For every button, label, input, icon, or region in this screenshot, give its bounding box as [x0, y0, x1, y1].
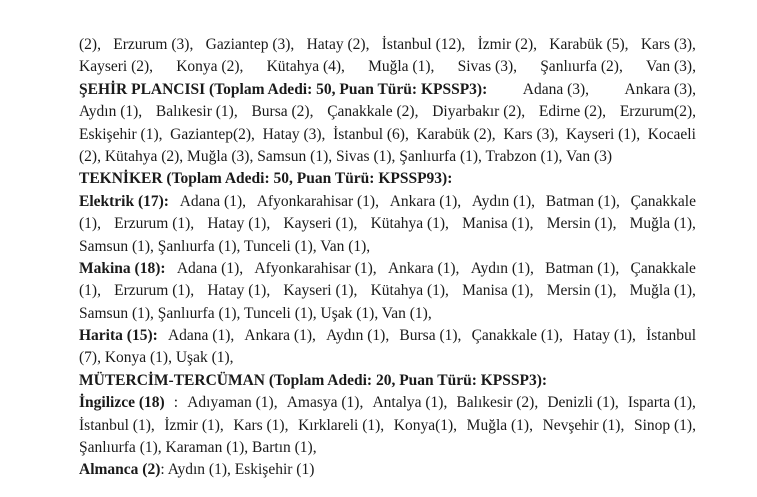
text-word: Sinop (1), — [633, 416, 696, 434]
section-heading: MÜTERCİM-TERCÜMAN (Toplam Adedi: 20, Puan Türü: KPSSP3): — [79, 371, 548, 389]
text-word: Kayseri (1), — [283, 215, 358, 233]
text-run: Samsun (1), Şanlıurfa (1), Tunceli (1), Van (1), — [79, 237, 371, 255]
text-word: Hatay (1), — [573, 327, 636, 345]
text-word: İstanbul (6), — [333, 125, 409, 143]
text-word: Batman (1), — [545, 259, 620, 277]
section-heading: ŞEHİR PLANCISI (Toplam Adedi: 50, Puan Türü: KPSSP3): — [79, 80, 488, 98]
text-run: : Aydın (1), Eskişehir (1) — [160, 461, 315, 479]
text-word: Muğla (1), — [629, 215, 696, 233]
text-word: Antalya (1), — [372, 394, 448, 412]
text-word: İzmir (2), — [477, 36, 537, 53]
text-line — [79, 146, 696, 168]
text-word: Aydın (1), — [470, 259, 534, 277]
text-word: Aydın (1), — [79, 103, 143, 121]
text-line — [79, 191, 696, 213]
text-word: Kars (3), — [640, 36, 696, 53]
text-run: Samsun (1), Şanlıurfa (1), Tunceli (1), Uşak (1), Van (1), — [79, 304, 432, 322]
text-word: Adana (1), — [167, 327, 235, 345]
section-heading: Harita (15): — [79, 327, 158, 345]
text-line — [79, 258, 696, 280]
text-word: Denizli (1), — [547, 394, 619, 412]
text-word: Erzurum (3), — [113, 36, 194, 53]
text-word: Eskişehir (1), — [79, 125, 163, 143]
text-word: Balıkesir (2), — [456, 394, 539, 412]
text-word: Afyonkarahisar (1), — [256, 192, 379, 210]
text-word: Bursa (2), — [251, 103, 314, 121]
text-word: Erzurum(2), — [619, 103, 696, 121]
text-word: Manisa (1), — [462, 215, 534, 233]
text-word: Aydın (1), — [326, 327, 390, 345]
text-word: İstanbul (1), — [79, 416, 155, 434]
text-run: Şanlıurfa (1), Karaman (1), Bartın (1), — [79, 439, 317, 457]
text-line — [79, 236, 696, 258]
text-word: Muğla (1), — [368, 58, 435, 76]
section-heading: Elektrik (17): — [79, 192, 169, 210]
text-line — [79, 56, 696, 78]
text-word: Adana (1), — [176, 259, 244, 277]
text-word: Kayseri (1), — [566, 125, 641, 143]
text-word: Adıyaman (1), — [187, 394, 278, 412]
text-line — [79, 303, 696, 325]
text-line — [79, 370, 696, 392]
text-word: Hatay (1), — [207, 215, 271, 233]
text-word: (1), — [79, 215, 101, 233]
text-word: Kütahya (1), — [370, 282, 449, 300]
text-word: Kütahya (1), — [370, 215, 449, 233]
section-heading: Makina (18): — [79, 259, 166, 277]
text-word: Kayseri (1), — [283, 282, 358, 300]
text-word: Ankara (1), — [244, 327, 316, 345]
text-line — [79, 280, 696, 302]
text-word: Ankara (1), — [389, 192, 462, 210]
text-word: Kütahya (4), — [266, 58, 345, 76]
text-word: Kars (1), — [233, 416, 289, 434]
text-line — [79, 437, 696, 459]
text-word: Kayseri (2), — [79, 58, 154, 76]
text-line — [79, 168, 696, 190]
text-word: Mersin (1), — [546, 215, 617, 233]
text-word: Nevşehir (1), — [542, 416, 625, 434]
text-word: Adana (3), — [522, 80, 590, 98]
text-word: Çanakkale (2), — [327, 103, 419, 121]
text-word: Konya (2), — [176, 58, 244, 76]
text-word: Edirne (2), — [538, 103, 607, 121]
text-word: Karabük (5), — [549, 36, 629, 53]
text-word: Bursa (1), — [399, 327, 462, 345]
text-word: Hatay (1), — [207, 282, 271, 300]
text-word: Aydın (1), — [471, 192, 536, 210]
text-word: Erzurum (1), — [114, 215, 195, 233]
text-word: Gaziantep (3), — [205, 36, 295, 53]
text-word: Afyonkarahisar (1), — [254, 259, 377, 277]
text-word: : — [173, 394, 179, 412]
text-word: Çanakkale (1), — [471, 327, 563, 345]
text-word: Manisa (1), — [462, 282, 534, 300]
text-word: Ankara (3), — [624, 80, 696, 98]
text-word: Karabük (2), — [416, 125, 496, 143]
text-word: Diyarbakır (2), — [432, 103, 526, 121]
text-word: Çanakkale — [630, 192, 696, 210]
text-word: Şanlıurfa (2), — [540, 58, 623, 76]
text-word: Konya(1), — [393, 416, 458, 434]
text-word: Hatay (2), — [306, 36, 370, 53]
text-line — [79, 415, 696, 437]
text-line — [79, 392, 696, 414]
text-line — [79, 101, 696, 123]
text-word: Van (3), — [646, 58, 696, 76]
text-word: İstanbul (12), — [381, 36, 466, 53]
text-word: (2), — [79, 36, 101, 53]
document-page — [79, 34, 696, 482]
text-word: Kars (3), — [503, 125, 559, 143]
text-word: Hatay (3), — [262, 125, 326, 143]
text-word: Mersin (1), — [546, 282, 617, 300]
section-heading: İngilizce (18) — [79, 394, 165, 412]
text-word: Balıkesir (1), — [155, 103, 238, 121]
text-word: Batman (1), — [545, 192, 620, 210]
text-line — [79, 213, 696, 235]
text-word: Ankara (1), — [387, 259, 460, 277]
text-line — [79, 325, 696, 347]
text-line — [79, 459, 696, 481]
text-word: Muğla (1), — [466, 416, 533, 434]
text-word: Muğla (1), — [629, 282, 696, 300]
text-word: Amasya (1), — [286, 394, 364, 412]
text-word: Çanakkale — [630, 259, 696, 277]
text-line — [79, 124, 696, 146]
text-word: Gaziantep(2), — [170, 125, 255, 143]
text-word: Erzurum (1), — [114, 282, 195, 300]
section-heading: TEKNİKER (Toplam Adedi: 50, Puan Türü: KPSSP93): — [79, 170, 453, 188]
text-word: Kocaeli — [647, 125, 696, 143]
text-word: Kırklareli (1), — [298, 416, 385, 434]
text-word: Isparta (1), — [627, 394, 696, 412]
text-word: Adana (1), — [179, 192, 246, 210]
text-word: (1), — [79, 282, 101, 300]
text-run: (2), Kütahya (2), Muğla (3), Samsun (1), Sivas (1), Şanlıurfa (1), Trabzon (1), Van (3) — [79, 147, 613, 165]
section-heading: Almanca (2) — [79, 461, 161, 479]
text-word: Sivas (3), — [457, 58, 517, 76]
text-line — [79, 34, 696, 56]
text-word: İstanbul — [646, 327, 696, 345]
text-line — [79, 347, 696, 369]
text-word: İzmir (1), — [164, 416, 224, 434]
text-run: (7), Konya (1), Uşak (1), — [79, 349, 234, 367]
text-line — [79, 79, 696, 101]
